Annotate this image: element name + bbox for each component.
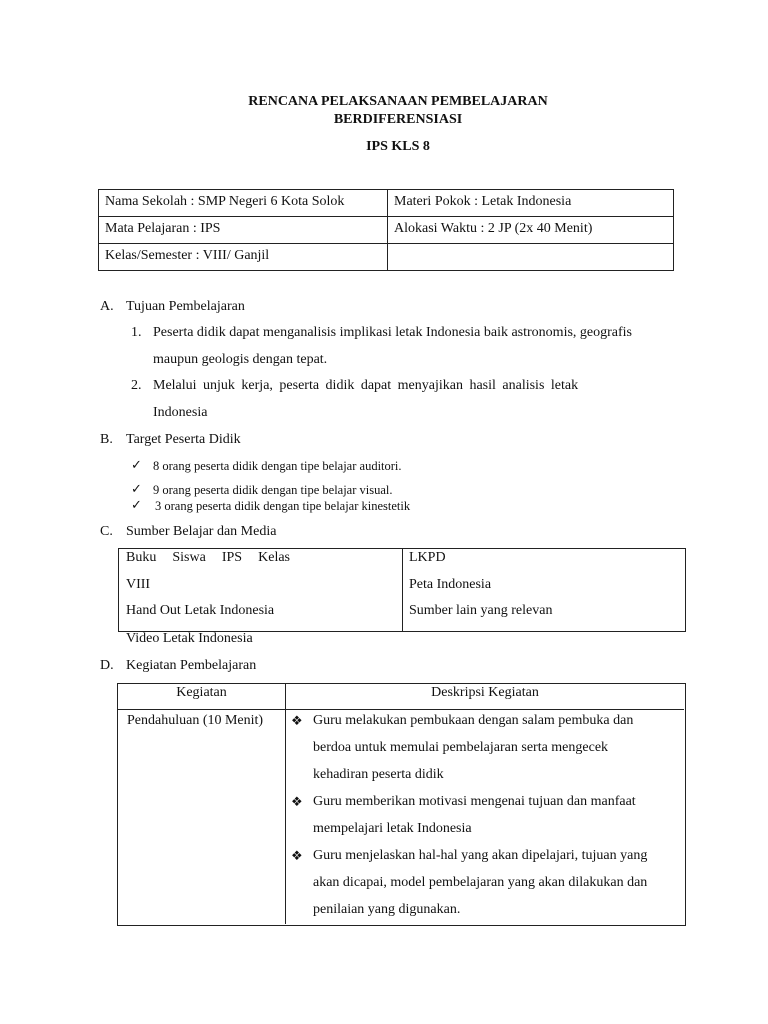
bullet-2-line-2: mempelajari letak Indonesia (313, 821, 472, 836)
section-b-title: Target Peserta Didik (126, 432, 241, 447)
info-table (98, 189, 674, 271)
check-icon: ✓ (131, 497, 142, 512)
bullet-3-line-2: akan dicapai, model pembelajaran yang akan dilakukan dan (313, 875, 648, 890)
check-icon: ✓ (131, 457, 142, 472)
bullet-3-line-3: penilaian yang digunakan. (313, 902, 461, 917)
column-header-activity: Kegiatan (176, 685, 227, 700)
section-d-title: Kegiatan Pembelajaran (126, 658, 257, 673)
activities-header-divider (117, 709, 684, 710)
document-subtitle: IPS KLS 8 (366, 139, 430, 154)
target-item-1: 8 orang peserta didik dengan tipe belajar auditori. (153, 459, 402, 473)
section-b-letter: B. (100, 432, 113, 447)
section-c-title: Sumber Belajar dan Media (126, 524, 277, 539)
bullet-1-line-3: kehadiran peserta didik (313, 767, 444, 782)
time-cell: Alokasi Waktu : 2 JP (2x 40 Menit) (388, 217, 674, 244)
objective-1-number: 1. (131, 325, 142, 340)
empty-cell (388, 244, 674, 271)
activities-column-divider (285, 683, 286, 924)
objective-1-line-1: Peserta didik dapat menganalisis implikasi letak Indonesia baik astronomis, geografis (153, 325, 633, 340)
objective-1-line-2: maupun geologis dengan tepat. (153, 352, 328, 367)
document-title-line-2: BERDIFERENSIASI (333, 112, 463, 127)
school-cell: Nama Sekolah : SMP Negeri 6 Kota Solok (99, 190, 388, 217)
objective-2-line-2: Indonesia (153, 405, 208, 420)
topic-cell: Materi Pokok : Letak Indonesia (388, 190, 674, 217)
objective-2-number: 2. (131, 378, 142, 393)
diamond-bullet-icon: ❖ (291, 848, 303, 863)
resource-left-2: VIII (126, 577, 151, 592)
section-a-title: Tujuan Pembelajaran (126, 299, 245, 314)
target-item-2: 9 orang peserta didik dengan tipe belajar visual. (153, 483, 393, 497)
bullet-2-line-1: Guru memberikan motivasi mengenai tujuan dan manfaat (313, 794, 636, 809)
bullet-3-line-1: Guru menjelaskan hal-hal yang akan dipelajari, tujuan yang (313, 848, 648, 863)
column-header-description: Deskripsi Kegiatan (431, 685, 539, 700)
document-title-line-1: RENCANA PELAKSANAAN PEMBELAJARAN (248, 94, 548, 109)
diamond-bullet-icon: ❖ (291, 794, 303, 809)
resource-below: Video Letak Indonesia (126, 631, 253, 646)
objective-2-line-1: Melalui unjuk kerja, peserta didik dapat menyajikan hasil analisis letak (153, 378, 579, 393)
section-d-letter: D. (100, 658, 114, 673)
class-cell: Kelas/Semester : VIII/ Ganjil (99, 244, 388, 271)
section-c-letter: C. (100, 524, 113, 539)
target-item-3: 3 orang peserta didik dengan tipe belajar kinestetik (155, 499, 411, 513)
resource-right-3: Sumber lain yang relevan (409, 603, 553, 618)
resource-right-2: Peta Indonesia (409, 577, 492, 592)
resource-left-1: Buku Siswa IPS Kelas (126, 550, 290, 565)
resource-left-3: Hand Out Letak Indonesia (126, 603, 275, 618)
resource-right-1: LKPD (409, 550, 446, 565)
subject-cell: Mata Pelajaran : IPS (99, 217, 388, 244)
check-icon: ✓ (131, 481, 142, 496)
diamond-bullet-icon: ❖ (291, 713, 303, 728)
section-a-letter: A. (100, 299, 114, 314)
bullet-1-line-2: berdoa untuk memulai pembelajaran serta mengecek (313, 740, 609, 755)
row-label-intro: Pendahuluan (10 Menit) (127, 713, 264, 728)
bullet-1-line-1: Guru melakukan pembukaan dengan salam pembuka dan (313, 713, 634, 728)
